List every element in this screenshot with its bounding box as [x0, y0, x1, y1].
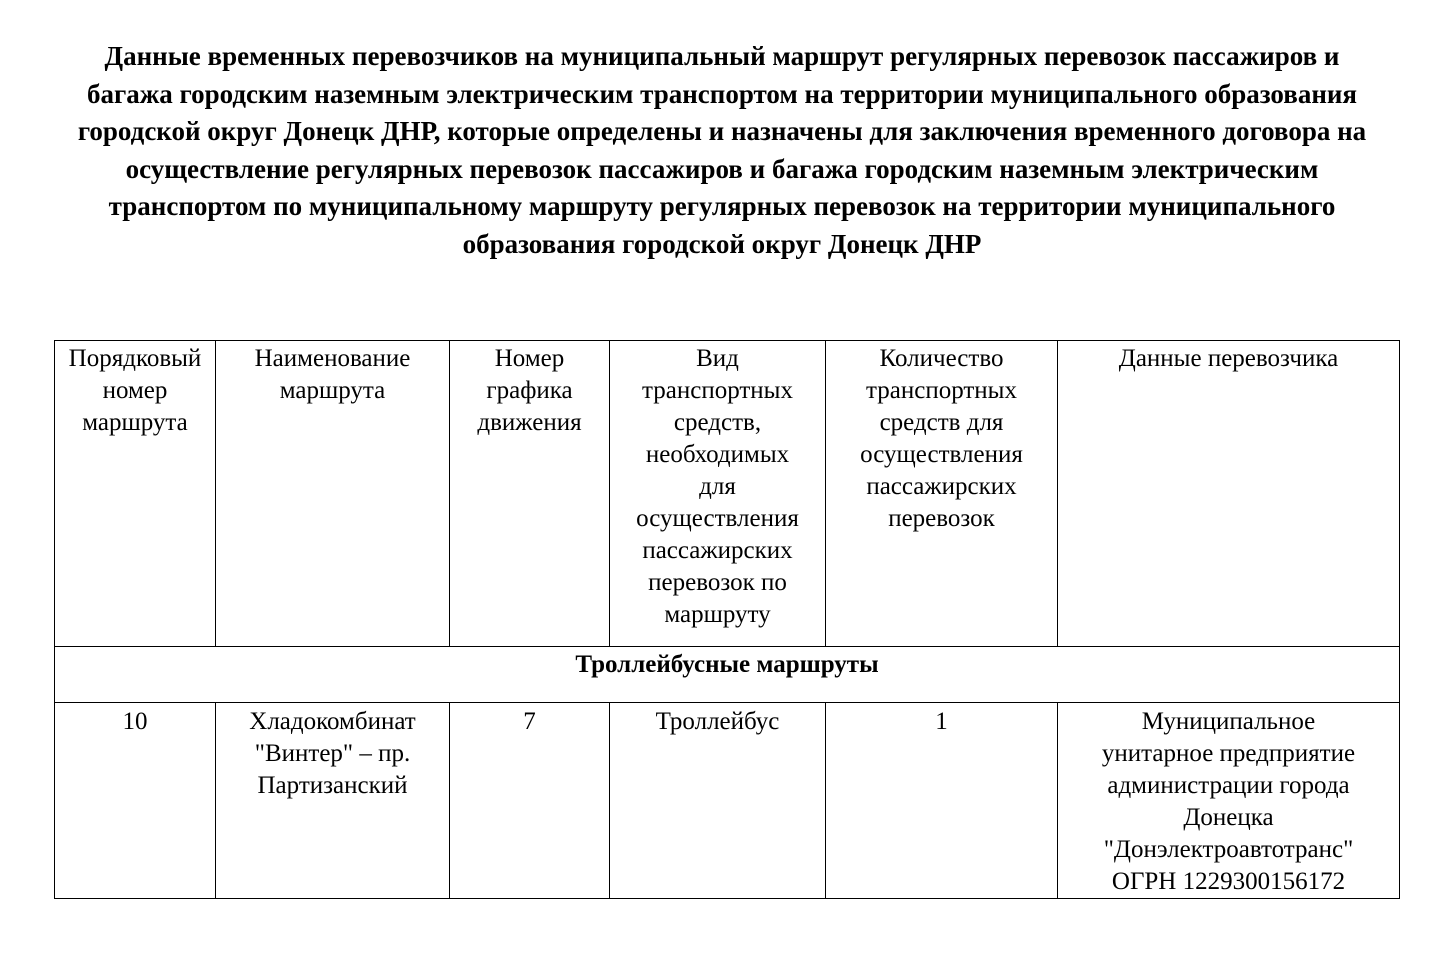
cell-carrier: Муниципальное унитарное предприятие администрации города Донецка "Донэлектроавтотранс" ОГРН 1229300156172	[1058, 703, 1400, 899]
cell-route-number: 10	[55, 703, 216, 899]
table-row	[55, 703, 1400, 899]
cell-vehicle-type: Троллейбус	[610, 703, 826, 899]
carriers-table	[54, 340, 1400, 899]
header-row	[55, 341, 1400, 647]
cell-vehicle-count: 1	[826, 703, 1058, 899]
header-vehicle-type: Вид транспортных средств, необходимых для осуществления пассажирских перевозок по маршруту	[610, 341, 826, 647]
section-row	[55, 647, 1400, 703]
document-title: Данные временных перевозчиков на муниципальный маршрут регулярных перевозок пассажиров и багажа городским наземным электрическим транспортом на территории муниципального образования городской округ Донецк ДНР, которые определены и назначены для заключения временного договора на осуществление регулярных перевозок пассажиров и багажа городским наземным электрическим транспортом по муниципальному маршруту регулярных перевозок на территории муниципального образования городской округ Донецк ДНР	[77, 41, 1367, 259]
header-route-number: Порядковый номер маршрута	[55, 341, 216, 647]
table-header	[55, 341, 1400, 647]
header-carrier-data: Данные перевозчика	[1058, 341, 1400, 647]
cell-route-name: Хладокомбинат "Винтер" – пр. Партизанский	[216, 703, 450, 899]
cell-schedule-number: 7	[450, 703, 610, 899]
header-schedule-number: Номер графика движения	[450, 341, 610, 647]
section-title: Троллейбусные маршруты	[55, 647, 1400, 703]
header-vehicle-count: Количество транспортных средств для осуществления пассажирских перевозок	[826, 341, 1058, 647]
header-route-name: Наименование маршрута	[216, 341, 450, 647]
